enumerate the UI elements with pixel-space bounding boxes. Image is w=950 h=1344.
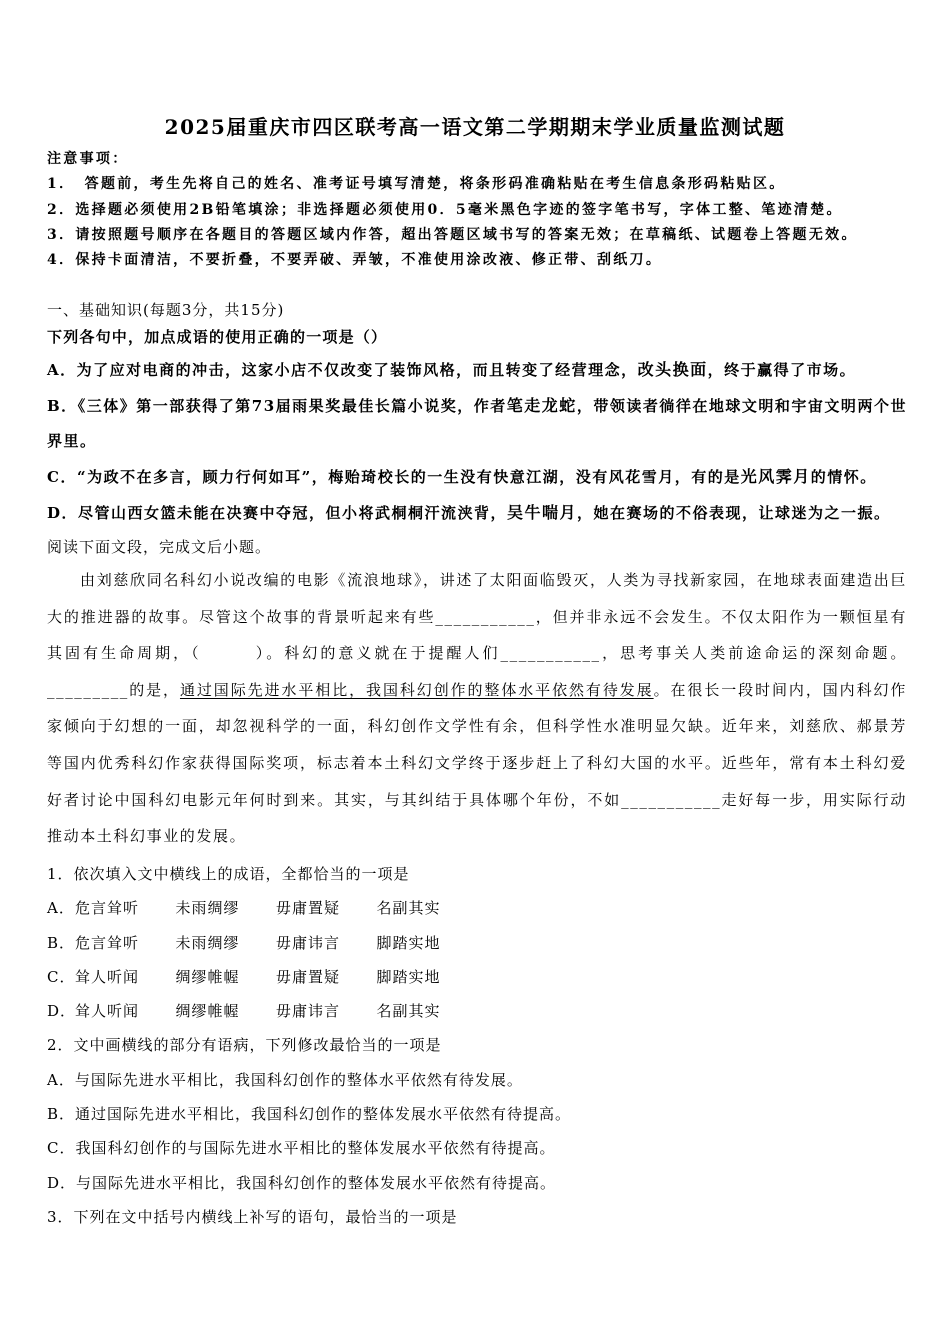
option-text: ，她在赛场的不俗表现，让球迷为之一振。 — [577, 504, 891, 522]
option-label: C． — [47, 468, 77, 486]
notice-item-2: 2．选择题必须使用2B铅笔填涂；非选择题必须使用0．5毫米黑色字迹的签字笔书写，字体工整、笔迹清楚。 — [47, 201, 843, 218]
option-label: B． — [47, 397, 78, 415]
idiom-question-options — [47, 352, 907, 531]
option-idiom: 毋庸讳言 — [276, 933, 341, 952]
option-idiom: 绸缪帷幄 — [175, 1002, 240, 1021]
option-text: 我国科幻创作的与国际先进水平相比的整体发展水平依然有待提高。 — [75, 1139, 556, 1158]
option-idiom: 耸人听闻 — [75, 967, 140, 986]
option-idiom: 毋庸置疑 — [276, 967, 341, 986]
option-idiom: 毋庸置疑 — [276, 899, 341, 918]
question-2-option-a — [47, 1063, 907, 1097]
idiom-question-stem: 下列各句中，加点成语的使用正确的一项是（） — [47, 328, 388, 346]
question-2-option-d — [47, 1166, 907, 1200]
option-text: 尽管山西女篮未能在决赛中夺冠，但小将武桐桐汗流浃背， — [78, 504, 508, 522]
notice-item-1: 1． 答题前，考生先将自己的姓名、准考证号填写清楚，将条形码准确粘贴在考生信息条形码粘贴区。 — [47, 176, 786, 193]
question-1-option-b — [47, 926, 907, 960]
question-1-option-c — [47, 960, 907, 994]
option-idiom: 危言耸听 — [75, 933, 140, 952]
dotted-idiom: 光风霁月 — [740, 467, 811, 486]
notice-item-3: 3．请按照题号顺序在各题目的答题区域内作答，超出答题区域书写的答案无效；在草稿纸、试题卷上答题无效。 — [47, 226, 858, 243]
option-label: C． — [47, 1139, 76, 1158]
option-label: B． — [47, 1105, 76, 1124]
idiom-option-b — [47, 388, 907, 459]
question-3-stem: 3．下列在文中括号内横线上补写的语句，最恰当的一项是 — [47, 1207, 458, 1226]
option-label: D． — [47, 1002, 77, 1021]
question-2-option-c — [47, 1131, 907, 1165]
question-2-stem: 2．文中画横线的部分有语病，下列修改最恰当的一项是 — [47, 1036, 442, 1055]
option-label: A． — [47, 899, 75, 918]
option-text: “为政不在多言，顾力行何如耳”，梅贻琦校长的一生没有快意江湖，没有风花雪月，有的是 — [76, 468, 741, 486]
dotted-idiom: 笔走龙蛇 — [506, 396, 577, 415]
reading-instruction: 阅读下面文段，完成文后小题。 — [47, 538, 272, 556]
question-1-stem: 1．依次填入文中横线上的成语，全都恰当的一项是 — [47, 865, 410, 883]
notice-item-4: 4．保持卡面清洁，不要折叠，不要弄破、弄皱，不准使用涂改液、修正带、刮纸刀。 — [47, 252, 663, 269]
idiom-option-c — [47, 459, 907, 495]
option-idiom: 脚踏实地 — [376, 933, 441, 952]
passage-text: 由刘慈欣同名科幻小说改编的电影《流浪地球》，讲述了太阳面临毁灭，人类为寻找新家园，在地球表面建造出巨大的推进器的故事。尽管这个故事的背景听起来有些___________，但并非永远不会发生。不仅太阳作为一颗恒星有其固有生命周期，（ ）。科幻的意义就在于提醒人们___________，思考事关人类前途命运的深刻命题。_________的是， — [47, 571, 907, 699]
option-text: 《三体》第一部获得了第73届雨果奖最佳长篇小说奖，作者 — [77, 397, 507, 415]
option-idiom: 绸缪帷幄 — [175, 967, 240, 986]
questions-section — [47, 857, 907, 1234]
option-label: D． — [47, 504, 79, 522]
dotted-idiom: 改头换面 — [637, 360, 708, 379]
option-text: ，带领读者徜徉在地球文明和宇宙文明两个世界里。 — [47, 397, 907, 450]
option-text: 与国际先进水平相比，我国科幻创作的整体水平依然有待发展。 — [74, 1070, 523, 1089]
notice-section — [47, 147, 907, 273]
option-label: A． — [47, 1070, 75, 1089]
option-idiom: 脚踏实地 — [376, 967, 441, 986]
option-idiom: 名副其实 — [376, 1002, 441, 1021]
option-idiom: 耸人听闻 — [75, 1002, 140, 1021]
option-text: 为了应对电商的冲击，这家小店不仅改变了装饰风格，而且转变了经营理念， — [76, 361, 638, 379]
idiom-option-a — [47, 352, 907, 388]
option-text: 与国际先进水平相比，我国科幻创作的整体发展水平依然有待提高。 — [76, 1173, 557, 1192]
question-2-option-b — [47, 1097, 907, 1131]
option-label: D． — [47, 1173, 77, 1192]
option-label: C． — [47, 967, 76, 986]
notice-heading: 注意事项： — [47, 151, 129, 167]
option-idiom: 危言耸听 — [75, 899, 140, 918]
option-idiom: 名副其实 — [376, 899, 441, 918]
option-idiom: 未雨绸缪 — [175, 933, 240, 952]
question-1-option-a — [47, 891, 907, 925]
option-idiom: 未雨绸缪 — [175, 899, 240, 918]
option-text: 通过国际先进水平相比，我国科幻创作的整体发展水平依然有待提高。 — [75, 1105, 572, 1124]
section-heading: 一、基础知识(每题3分，共15分) — [47, 301, 285, 319]
option-text: ，终于赢得了市场。 — [707, 361, 857, 379]
option-text: 的情怀。 — [810, 468, 877, 486]
passage-text: 。在很长一段时间内，国内科幻作家倾向于幻想的一面，却忽视科学的一面，科幻创作文学性有余，但科学性水准明显欠缺。近年来，刘慈欣、郝景芳等国内优秀科幻作家获得国际奖项，标志着本土科幻文学终于逐步赶上了科幻大国的水平。近些年，常有本土科幻爱好者讨论中国科幻电影元年何时到来。其实，与其纠结于具体哪个年份，不如___________走好每一步，用实际行动推动本土科幻事业的发展。 — [47, 680, 907, 846]
option-idiom: 毋庸讳言 — [276, 1002, 341, 1021]
question-1-option-d — [47, 994, 907, 1028]
reading-passage — [47, 562, 907, 855]
option-label: B． — [47, 933, 76, 952]
dotted-idiom: 吴牛喘月 — [507, 503, 578, 522]
underlined-sentence: 通过国际先进水平相比，我国科幻创作的整体水平依然有待发展 — [179, 680, 654, 699]
idiom-option-d — [47, 495, 907, 531]
document-title: 2025届重庆市四区联考高一语文第二学期期末学业质量监测试题 — [164, 115, 786, 139]
option-label: A． — [47, 361, 77, 379]
